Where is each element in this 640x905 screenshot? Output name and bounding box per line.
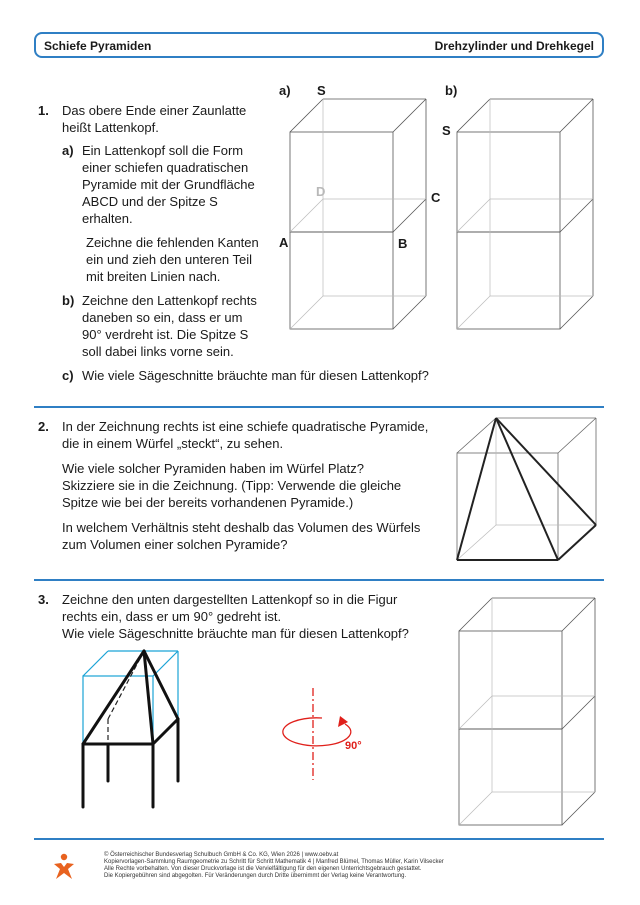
footer-line-2: Kopiervorlagen-Sammlung Raumgeometrie zu Schritt für Schritt Mathematik 4 | Manfred Blümel, Thomas Müller, Karin Vilsecker [104,859,444,865]
task1-a-line-4: ABCD und der Spitze S [82,194,218,209]
footer-text [104,852,444,880]
task2-p3-line-2: zum Volumen einer solchen Pyramide? [62,537,288,552]
point-b-label: B [398,236,408,251]
task1-a-line-5: erhalten. [82,211,133,226]
task2-p2-line-2: Skizziere sie in die Zeichnung. (Tipp: Verwende die gleiche [62,478,402,493]
footer-line-3: Alle Rechte vorbehalten. Von dieser Druckvorlage ist die Vervielfältigung für den eigenen Unterrichtsgebrauch gestattet. [104,866,422,872]
point-s2-label: S [442,123,451,138]
point-c-label: C [431,190,441,205]
task2-p1-line-1: In der Zeichnung rechts ist eine schiefe quadratische Pyramide, [62,419,429,434]
task1-b-line-4: soll dabei links vorne sein. [82,344,234,359]
task1-b-line-1: Zeichne den Lattenkopf rechts [82,293,257,308]
task1-b-line-2: daneben so ein, dass er um [82,310,243,325]
task3-line-2: rechts ein, dass er um 90° gedreht ist. [62,609,282,624]
task1-intro-2: heißt Lattenkopf. [62,120,159,135]
task1-number: 1. [38,103,49,118]
task2-p1-line-2: die in einem Würfel „steckt“, zu sehen. [62,436,284,451]
publisher-logo-icon [52,853,76,881]
task1-a-label: a) [62,143,74,158]
task2-p2-line-1: Wie viele solcher Pyramiden haben im Würfel Platz? [62,461,365,476]
task3-line-1: Zeichne den unten dargestellten Lattenkopf so in die Figur [62,592,398,607]
task1-a-line-2: einer schiefen quadratischen [82,160,249,175]
rotation-label: 90° [345,740,362,752]
point-a-label: A [279,235,289,250]
task1-c-label: c) [62,368,74,383]
task1-a2-line-1: Zeichne die fehlenden Kanten [86,235,259,250]
task2-p2-line-3: Spitze wie bei der bereits vorhandenen Pyramide.) [62,495,354,510]
header-title-left: Schiefe Pyramiden [44,39,152,53]
task1-a2-line-2: ein und zieh den unteren Teil [86,252,252,267]
task1-b-label: b) [62,293,75,308]
task3-number: 3. [38,592,49,607]
task1-c-text: Wie viele Sägeschnitte bräuchte man für diesen Lattenkopf? [82,368,429,383]
header-title-right: Drehzylinder und Drehkegel [434,39,594,53]
task1-intro-1: Das obere Ende einer Zaunlatte [62,103,247,118]
footer-divider [34,838,604,840]
point-d-label: D [316,184,326,199]
task1-a-line-1: Ein Lattenkopf soll die Form [82,143,244,158]
task1-b-line-3: 90° verdreht ist. Die Spitze S [82,327,249,342]
task2-number: 2. [38,419,49,434]
task1-a2-line-3: mit breiten Linien nach. [86,269,221,284]
task1-a-line-3: Pyramide mit der Grundfläche [82,177,255,192]
figure-b-label: b) [445,83,458,98]
point-s-label: S [317,83,326,98]
footer-line-4: Die Kopiergebühren sind abgegolten. Für Veränderungen durch Dritte übernimmt der Verlag keine Verantwortung. [104,873,407,879]
footer-line-1: © Österreichischer Bundesverlag Schulbuch GmbH & Co. KG, Wien 2026 | www.oebv.at [104,852,339,858]
figure-a-label: a) [279,83,291,98]
task2-p3-line-1: In welchem Verhältnis steht deshalb das Volumen des Würfels [62,520,421,535]
task3-line-3: Wie viele Sägeschnitte bräuchte man für diesen Lattenkopf? [62,626,409,641]
